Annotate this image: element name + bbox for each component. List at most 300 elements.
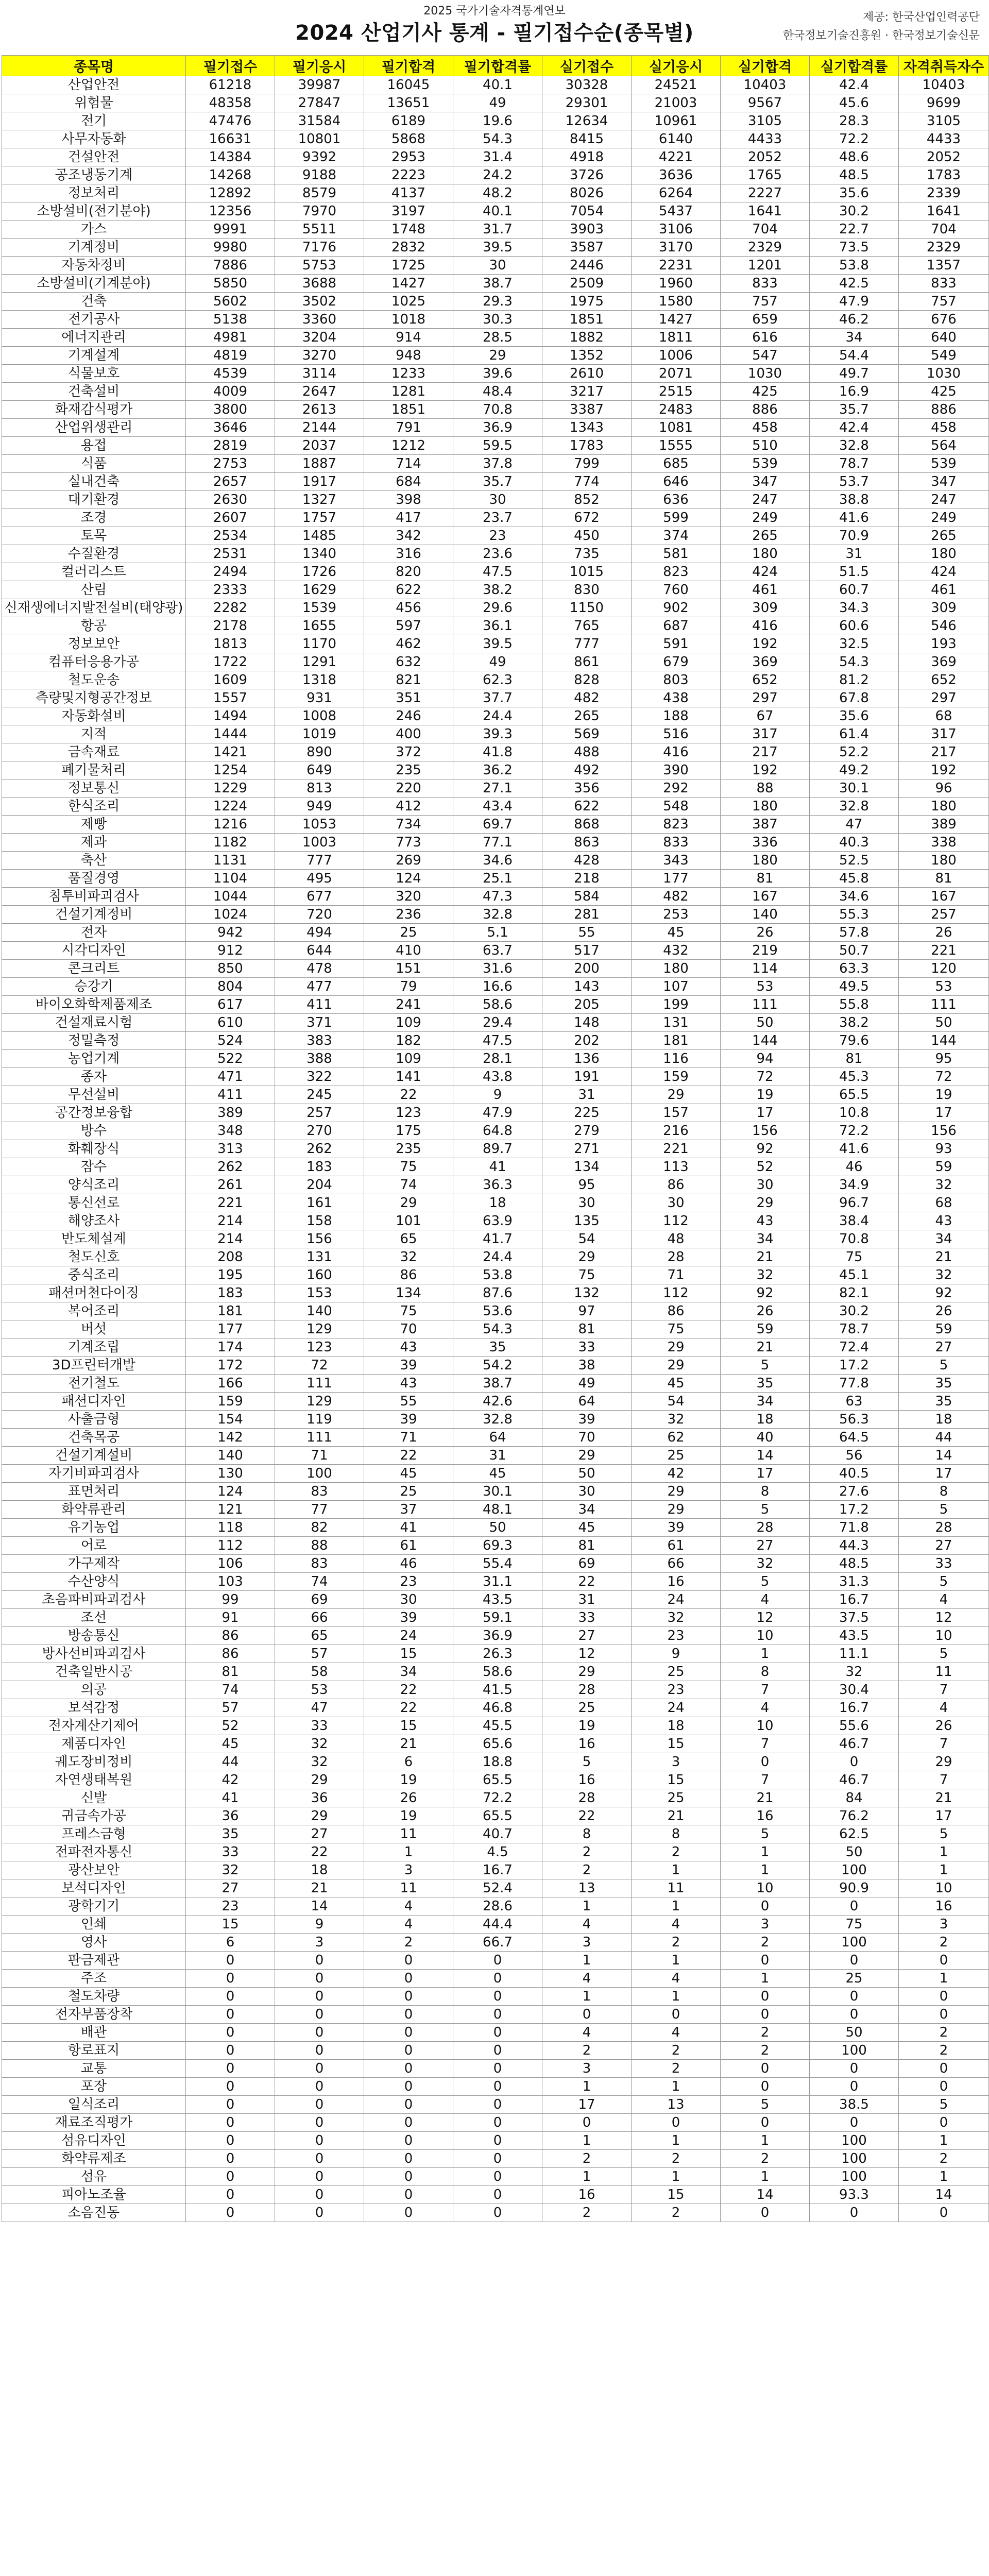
value-cell: 0 xyxy=(721,1753,810,1771)
value-cell: 25.1 xyxy=(453,870,542,888)
item-name-cell: 농업기계 xyxy=(2,1050,186,1068)
value-cell: 37 xyxy=(364,1501,453,1519)
value-cell: 235 xyxy=(364,761,453,779)
value-cell: 1 xyxy=(632,1988,721,2006)
value-cell: 0 xyxy=(275,2204,364,2222)
value-cell: 369 xyxy=(721,653,810,671)
value-cell: 12634 xyxy=(542,112,632,130)
value-cell: 0 xyxy=(275,2132,364,2150)
value-cell: 81 xyxy=(542,1320,632,1338)
value-cell: 2227 xyxy=(721,184,810,202)
table-row xyxy=(2,2114,989,2132)
value-cell: 1327 xyxy=(275,491,364,509)
value-cell: 1352 xyxy=(542,347,632,365)
value-cell: 65.5 xyxy=(810,1086,899,1104)
value-cell: 33 xyxy=(899,1555,989,1573)
value-cell: 41 xyxy=(186,1789,275,1807)
table-row xyxy=(2,1483,989,1501)
value-cell: 336 xyxy=(721,834,810,852)
value-cell: 2282 xyxy=(186,599,275,617)
value-cell: 7 xyxy=(899,1771,989,1789)
value-cell: 36.9 xyxy=(453,1627,542,1645)
value-cell: 41.7 xyxy=(453,1230,542,1248)
value-cell: 93.3 xyxy=(810,2186,899,2204)
value-cell: 1725 xyxy=(364,257,453,275)
table-row xyxy=(2,563,989,581)
value-cell: 659 xyxy=(721,311,810,329)
value-cell: 27847 xyxy=(275,94,364,112)
value-cell: 1 xyxy=(632,1952,721,1970)
value-cell: 0 xyxy=(899,2006,989,2024)
stats-table xyxy=(2,55,989,2222)
value-cell: 112 xyxy=(632,1284,721,1302)
value-cell: 0 xyxy=(186,2096,275,2114)
value-cell: 177 xyxy=(632,870,721,888)
item-name-cell: 실내건축 xyxy=(2,473,186,491)
value-cell: 10 xyxy=(899,1627,989,1645)
value-cell: 70.8 xyxy=(810,1230,899,1248)
value-cell: 13 xyxy=(542,1879,632,1897)
value-cell: 773 xyxy=(364,834,453,852)
value-cell: 14 xyxy=(899,2186,989,2204)
value-cell: 29 xyxy=(453,347,542,365)
value-cell: 2231 xyxy=(632,257,721,275)
value-cell: 1104 xyxy=(186,870,275,888)
table-row xyxy=(2,599,989,617)
table-row xyxy=(2,1988,989,2006)
value-cell: 16 xyxy=(721,1807,810,1825)
value-cell: 6189 xyxy=(364,112,453,130)
value-cell: 17 xyxy=(721,1465,810,1483)
value-cell: 76.2 xyxy=(810,1807,899,1825)
table-row xyxy=(2,329,989,347)
value-cell: 17 xyxy=(721,1104,810,1122)
value-cell: 0 xyxy=(186,2006,275,2024)
value-cell: 0 xyxy=(275,2186,364,2204)
value-cell: 1 xyxy=(542,1988,632,2006)
value-cell: 257 xyxy=(899,906,989,924)
value-cell: 112 xyxy=(632,1212,721,1230)
value-cell: 34.3 xyxy=(810,599,899,617)
table-row xyxy=(2,1645,989,1663)
value-cell: 425 xyxy=(899,383,989,401)
value-cell: 82 xyxy=(275,1519,364,1537)
table-header xyxy=(2,56,989,76)
value-cell: 64.5 xyxy=(810,1429,899,1447)
value-cell: 35 xyxy=(186,1825,275,1843)
value-cell: 0 xyxy=(453,2186,542,2204)
value-cell: 39 xyxy=(364,1357,453,1375)
value-cell: 70 xyxy=(542,1429,632,1447)
table-row xyxy=(2,1032,989,1050)
value-cell: 547 xyxy=(721,347,810,365)
value-cell: 0 xyxy=(275,2150,364,2168)
value-cell: 0 xyxy=(364,2024,453,2042)
value-cell: 591 xyxy=(632,635,721,653)
value-cell: 799 xyxy=(542,455,632,473)
value-cell: 0 xyxy=(186,1970,275,1988)
value-cell: 156 xyxy=(275,1230,364,1248)
value-cell: 5 xyxy=(721,1573,810,1591)
value-cell: 15 xyxy=(364,1717,453,1735)
value-cell: 1233 xyxy=(364,365,453,383)
value-cell: 180 xyxy=(899,852,989,870)
value-cell: 32 xyxy=(275,1735,364,1753)
value-cell: 30 xyxy=(721,1176,810,1194)
item-name-cell: 화약류관리 xyxy=(2,1501,186,1519)
value-cell: 677 xyxy=(275,888,364,906)
value-cell: 2329 xyxy=(721,239,810,257)
value-cell: 914 xyxy=(364,329,453,347)
item-name-cell: 축산 xyxy=(2,852,186,870)
item-name-cell: 교통 xyxy=(2,2060,186,2078)
value-cell: 351 xyxy=(364,689,453,707)
value-cell: 21 xyxy=(721,1789,810,1807)
item-name-cell: 화약류제조 xyxy=(2,2150,186,2168)
table-row xyxy=(2,112,989,130)
value-cell: 21 xyxy=(721,1248,810,1266)
value-cell: 35.6 xyxy=(810,707,899,725)
table-row xyxy=(2,1843,989,1861)
item-name-cell: 항공 xyxy=(2,617,186,635)
value-cell: 2 xyxy=(542,1843,632,1861)
item-name-cell: 산림 xyxy=(2,581,186,599)
value-cell: 7 xyxy=(721,1681,810,1699)
value-cell: 17 xyxy=(899,1465,989,1483)
value-cell: 144 xyxy=(721,1032,810,1050)
value-cell: 72.2 xyxy=(453,1789,542,1807)
value-cell: 4 xyxy=(364,1897,453,1916)
value-cell: 0 xyxy=(364,2060,453,2078)
value-cell: 31 xyxy=(810,545,899,563)
value-cell: 18 xyxy=(275,1861,364,1879)
value-cell: 188 xyxy=(632,707,721,725)
table-row xyxy=(2,1176,989,1194)
value-cell: 29 xyxy=(899,1753,989,1771)
value-cell: 50 xyxy=(453,1519,542,1537)
value-cell: 1 xyxy=(721,1861,810,1879)
item-name-cell: 가구제작 xyxy=(2,1555,186,1573)
value-cell: 9 xyxy=(453,1086,542,1104)
value-cell: 6264 xyxy=(632,184,721,202)
value-cell: 581 xyxy=(632,545,721,563)
value-cell: 74 xyxy=(364,1176,453,1194)
value-cell: 100 xyxy=(810,2168,899,2186)
value-cell: 0 xyxy=(275,2042,364,2060)
value-cell: 1 xyxy=(721,1645,810,1663)
value-cell: 23 xyxy=(632,1681,721,1699)
item-name-cell: 철도차량 xyxy=(2,1988,186,2006)
value-cell: 75 xyxy=(542,1266,632,1284)
value-cell: 53.8 xyxy=(453,1266,542,1284)
value-cell: 0 xyxy=(186,2204,275,2222)
value-cell: 0 xyxy=(453,2204,542,2222)
value-cell: 9188 xyxy=(275,166,364,184)
value-cell: 16.9 xyxy=(810,383,899,401)
value-cell: 15 xyxy=(632,1771,721,1789)
value-cell: 44 xyxy=(186,1753,275,1771)
value-cell: 791 xyxy=(364,419,453,437)
value-cell: 12 xyxy=(721,1609,810,1627)
value-cell: 9567 xyxy=(721,94,810,112)
value-cell: 28.1 xyxy=(453,1050,542,1068)
table-row xyxy=(2,1158,989,1176)
value-cell: 0 xyxy=(810,1897,899,1916)
value-cell: 54.3 xyxy=(453,1320,542,1338)
value-cell: 27.6 xyxy=(810,1483,899,1501)
value-cell: 3105 xyxy=(721,112,810,130)
value-cell: 97 xyxy=(542,1302,632,1320)
table-row xyxy=(2,1411,989,1429)
item-name-cell: 프레스금형 xyxy=(2,1825,186,1843)
value-cell: 40 xyxy=(721,1429,810,1447)
value-cell: 478 xyxy=(275,960,364,978)
value-cell: 432 xyxy=(632,942,721,960)
value-cell: 10 xyxy=(899,1879,989,1897)
value-cell: 2647 xyxy=(275,383,364,401)
header-row xyxy=(2,56,989,76)
col-written-passed-header: 필기합격 xyxy=(364,56,453,76)
item-name-cell: 항로표지 xyxy=(2,2042,186,2060)
table-row xyxy=(2,653,989,671)
value-cell: 0 xyxy=(632,2114,721,2132)
table-row xyxy=(2,293,989,311)
value-cell: 309 xyxy=(721,599,810,617)
item-name-cell: 배관 xyxy=(2,2024,186,2042)
value-cell: 55.4 xyxy=(453,1555,542,1573)
value-cell: 1555 xyxy=(632,437,721,455)
item-name-cell: 컴퓨터응용가공 xyxy=(2,653,186,671)
value-cell: 0 xyxy=(542,2006,632,2024)
value-cell: 4009 xyxy=(186,383,275,401)
value-cell: 32.5 xyxy=(810,635,899,653)
value-cell: 777 xyxy=(275,852,364,870)
value-cell: 1 xyxy=(632,2132,721,2150)
value-cell: 1 xyxy=(632,2168,721,2186)
value-cell: 424 xyxy=(899,563,989,581)
table-row xyxy=(2,509,989,527)
item-name-cell: 귀금속가공 xyxy=(2,1807,186,1825)
value-cell: 204 xyxy=(275,1176,364,1194)
item-name-cell: 한식조리 xyxy=(2,798,186,816)
value-cell: 1 xyxy=(632,2078,721,2096)
value-cell: 2 xyxy=(632,2150,721,2168)
value-cell: 477 xyxy=(275,978,364,996)
value-cell: 46.7 xyxy=(810,1771,899,1789)
item-name-cell: 의공 xyxy=(2,1681,186,1699)
value-cell: 1 xyxy=(364,1843,453,1861)
value-cell: 37.8 xyxy=(453,455,542,473)
table-row xyxy=(2,1212,989,1230)
value-cell: 0 xyxy=(453,2006,542,2024)
value-cell: 29301 xyxy=(542,94,632,112)
item-name-cell: 소방설비(전기분야) xyxy=(2,202,186,221)
value-cell: 63.9 xyxy=(453,1212,542,1230)
value-cell: 456 xyxy=(364,599,453,617)
item-name-cell: 유기농업 xyxy=(2,1519,186,1537)
value-cell: 0 xyxy=(186,2114,275,2132)
table-row xyxy=(2,617,989,635)
value-cell: 58.6 xyxy=(453,1663,542,1681)
value-cell: 79.6 xyxy=(810,1032,899,1050)
value-cell: 25 xyxy=(632,1447,721,1465)
value-cell: 43 xyxy=(364,1375,453,1393)
value-cell: 2037 xyxy=(275,437,364,455)
table-row xyxy=(2,1465,989,1483)
value-cell: 109 xyxy=(364,1014,453,1032)
value-cell: 59 xyxy=(899,1320,989,1338)
value-cell: 74 xyxy=(275,1573,364,1591)
value-cell: 253 xyxy=(632,906,721,924)
value-cell: 77 xyxy=(275,1501,364,1519)
table-row xyxy=(2,148,989,166)
value-cell: 52 xyxy=(186,1717,275,1735)
value-cell: 2953 xyxy=(364,148,453,166)
value-cell: 30.2 xyxy=(810,202,899,221)
value-cell: 156 xyxy=(899,1122,989,1140)
value-cell: 46 xyxy=(810,1158,899,1176)
item-name-cell: 주조 xyxy=(2,1970,186,1988)
value-cell: 36 xyxy=(275,1789,364,1807)
value-cell: 53.6 xyxy=(453,1302,542,1320)
value-cell: 16.7 xyxy=(810,1699,899,1717)
value-cell: 1 xyxy=(632,1861,721,1879)
value-cell: 720 xyxy=(275,906,364,924)
value-cell: 47476 xyxy=(186,112,275,130)
value-cell: 704 xyxy=(899,221,989,239)
value-cell: 0 xyxy=(186,2060,275,2078)
value-cell: 0 xyxy=(186,2168,275,2186)
value-cell: 416 xyxy=(632,743,721,761)
value-cell: 948 xyxy=(364,347,453,365)
value-cell: 2 xyxy=(899,1934,989,1952)
item-name-cell: 제품디자인 xyxy=(2,1735,186,1753)
value-cell: 1 xyxy=(542,1952,632,1970)
value-cell: 86 xyxy=(364,1266,453,1284)
value-cell: 32 xyxy=(899,1266,989,1284)
value-cell: 183 xyxy=(275,1158,364,1176)
value-cell: 75 xyxy=(810,1916,899,1934)
value-cell: 92 xyxy=(899,1284,989,1302)
value-cell: 676 xyxy=(899,311,989,329)
value-cell: 0 xyxy=(186,1988,275,2006)
item-name-cell: 보석감정 xyxy=(2,1699,186,1717)
item-name-cell: 전기철도 xyxy=(2,1375,186,1393)
value-cell: 54 xyxy=(542,1230,632,1248)
value-cell: 221 xyxy=(899,942,989,960)
table-row xyxy=(2,725,989,743)
value-cell: 38.4 xyxy=(810,1212,899,1230)
value-cell: 68 xyxy=(899,1194,989,1212)
table-row xyxy=(2,311,989,329)
value-cell: 32 xyxy=(899,1176,989,1194)
value-cell: 1580 xyxy=(632,293,721,311)
value-cell: 37.7 xyxy=(453,689,542,707)
value-cell: 50 xyxy=(542,1465,632,1483)
value-cell: 81 xyxy=(899,870,989,888)
value-cell: 58 xyxy=(275,1663,364,1681)
value-cell: 43.8 xyxy=(453,1068,542,1086)
value-cell: 1224 xyxy=(186,798,275,816)
value-cell: 191 xyxy=(542,1068,632,1086)
value-cell: 510 xyxy=(721,437,810,455)
value-cell: 0 xyxy=(275,2024,364,2042)
table-row xyxy=(2,130,989,148)
value-cell: 0 xyxy=(899,1988,989,2006)
value-cell: 1182 xyxy=(186,834,275,852)
value-cell: 30.2 xyxy=(810,1302,899,1320)
value-cell: 0 xyxy=(275,1952,364,1970)
value-cell: 765 xyxy=(542,617,632,635)
value-cell: 2 xyxy=(721,2024,810,2042)
value-cell: 24.4 xyxy=(453,707,542,725)
item-name-cell: 포장 xyxy=(2,2078,186,2096)
value-cell: 1 xyxy=(542,2132,632,2150)
value-cell: 5 xyxy=(899,1357,989,1375)
value-cell: 100 xyxy=(810,2042,899,2060)
value-cell: 3 xyxy=(721,1916,810,1934)
value-cell: 30.1 xyxy=(810,779,899,798)
value-cell: 2630 xyxy=(186,491,275,509)
value-cell: 8579 xyxy=(275,184,364,202)
value-cell: 833 xyxy=(632,834,721,852)
value-cell: 45.3 xyxy=(810,1068,899,1086)
item-name-cell: 토목 xyxy=(2,527,186,545)
value-cell: 50.7 xyxy=(810,942,899,960)
value-cell: 0 xyxy=(186,1952,275,1970)
value-cell: 96 xyxy=(899,779,989,798)
table-row xyxy=(2,1357,989,1375)
value-cell: 221 xyxy=(632,1140,721,1158)
table-row xyxy=(2,437,989,455)
value-cell: 192 xyxy=(721,635,810,653)
value-cell: 50 xyxy=(899,1014,989,1032)
value-cell: 35.7 xyxy=(453,473,542,491)
value-cell: 48.5 xyxy=(810,166,899,184)
table-row xyxy=(2,1555,989,1573)
value-cell: 53 xyxy=(899,978,989,996)
value-cell: 131 xyxy=(632,1014,721,1032)
value-cell: 3217 xyxy=(542,383,632,401)
value-cell: 0 xyxy=(186,2150,275,2168)
value-cell: 942 xyxy=(186,924,275,942)
value-cell: 1030 xyxy=(899,365,989,383)
value-cell: 28.3 xyxy=(810,112,899,130)
value-cell: 522 xyxy=(186,1050,275,1068)
item-name-cell: 화훼장식 xyxy=(2,1140,186,1158)
value-cell: 438 xyxy=(632,689,721,707)
value-cell: 1170 xyxy=(275,635,364,653)
value-cell: 886 xyxy=(899,401,989,419)
value-cell: 9699 xyxy=(899,94,989,112)
value-cell: 1150 xyxy=(542,599,632,617)
value-cell: 134 xyxy=(364,1284,453,1302)
value-cell: 26 xyxy=(899,1302,989,1320)
table-row xyxy=(2,960,989,978)
value-cell: 3903 xyxy=(542,221,632,239)
value-cell: 3360 xyxy=(275,311,364,329)
value-cell: 0 xyxy=(632,2006,721,2024)
item-name-cell: 전자계산기제어 xyxy=(2,1717,186,1735)
value-cell: 72 xyxy=(899,1068,989,1086)
table-row xyxy=(2,1447,989,1465)
value-cell: 35.7 xyxy=(810,401,899,419)
value-cell: 154 xyxy=(186,1411,275,1429)
value-cell: 347 xyxy=(899,473,989,491)
value-cell: 672 xyxy=(542,509,632,527)
value-cell: 398 xyxy=(364,491,453,509)
value-cell: 28 xyxy=(632,1248,721,1266)
